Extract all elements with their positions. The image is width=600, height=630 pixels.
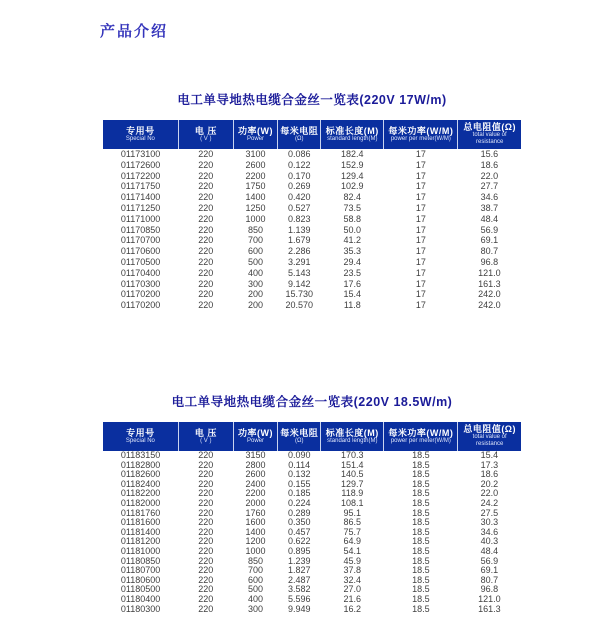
table-cell: 1750	[245, 181, 266, 192]
table-cell: 32.4	[343, 575, 362, 585]
table-cell: 64.9	[343, 537, 362, 547]
table-cell: 17.3	[480, 460, 499, 470]
table-cell: 30.3	[480, 518, 499, 528]
table-cell: 3150	[245, 451, 266, 460]
table-cell: 69.1	[480, 566, 499, 576]
table-cell: 2200	[245, 489, 266, 499]
table-cell: 220	[198, 213, 214, 224]
table-cell: 0.224	[287, 498, 311, 508]
table-cell: 0.527	[287, 202, 311, 213]
table-cell: 2200	[245, 170, 266, 181]
table-cell: 0.289	[287, 508, 311, 518]
table-cell: 1200	[245, 537, 266, 547]
table-cell: 700	[248, 566, 264, 576]
table-cell: 18.5	[412, 451, 430, 460]
table-cell: 11.8	[343, 300, 361, 311]
table-header-row	[103, 120, 521, 149]
column-header: 每米电阻 (Ω)	[278, 422, 321, 451]
table-cell: 220	[198, 149, 214, 159]
table-row	[103, 547, 521, 557]
table-row	[103, 289, 521, 300]
table-cell: 1400	[245, 192, 266, 203]
table-cell: 27.0	[343, 585, 362, 595]
table-cell: 220	[198, 192, 214, 203]
table-cell: 220	[198, 508, 214, 518]
table-cell: 1.139	[287, 224, 311, 235]
table-cell: 220	[198, 575, 214, 585]
table-cell: 0.457	[287, 527, 311, 537]
table-cell: 69.1	[480, 235, 499, 246]
table-cell: 34.6	[480, 192, 499, 203]
table-cell: 18.5	[412, 489, 430, 499]
table-cell: 40.3	[480, 537, 499, 547]
table-header-row	[103, 422, 521, 451]
table-cell: 2400	[245, 479, 266, 489]
table-cell: 182.4	[341, 149, 364, 159]
table-cell: 300	[248, 604, 264, 614]
table-cell: 16.2	[343, 604, 362, 614]
table-cell: 15.6	[480, 149, 499, 159]
column-header: 每米电阻 (Ω)	[278, 120, 321, 149]
table-cell: 18.5	[412, 575, 430, 585]
table-cell: 01181600	[120, 518, 161, 528]
table-cell: 21.6	[343, 594, 362, 604]
table-cell: 220	[198, 566, 214, 576]
table-cell: 17	[415, 246, 426, 257]
table-title-17w: 电工单导地热电缆合金丝一览表(220V 17W/m)	[177, 93, 447, 107]
table-cell: 56.9	[480, 556, 499, 566]
table-cell: 220	[198, 604, 214, 614]
table-row	[103, 214, 521, 225]
table-cell: 161.3	[478, 604, 501, 614]
spec-table-17w	[103, 120, 521, 311]
table-cell: 01173100	[120, 149, 161, 159]
table-cell: 96.8	[480, 585, 499, 595]
table-cell: 17	[415, 256, 426, 267]
table-cell: 18.5	[412, 585, 430, 595]
spec-table-18-5w	[103, 422, 521, 614]
table-row	[103, 203, 521, 214]
table-cell: 0.185	[287, 489, 311, 499]
table-cell: 56.9	[480, 224, 499, 235]
table-cell: 17	[415, 202, 426, 213]
table-row	[103, 160, 521, 171]
table-cell: 73.5	[343, 202, 362, 213]
table-cell: 01181200	[120, 537, 161, 547]
table-cell: 220	[198, 159, 214, 170]
table-cell: 0.086	[287, 149, 311, 159]
table-cell: 0.132	[287, 470, 311, 480]
table-cell: 01182800	[120, 460, 161, 470]
table-cell: 96.8	[480, 256, 499, 267]
table-cell: 01183150	[120, 451, 161, 460]
table-cell: 18.5	[412, 604, 430, 614]
table-row	[103, 480, 521, 490]
table-cell: 01170850	[120, 224, 161, 235]
table-cell: 17	[415, 289, 426, 300]
table-cell: 75.7	[343, 527, 362, 537]
table-cell: 18.5	[412, 518, 430, 528]
spec-table-section-17w	[103, 90, 521, 311]
table-cell: 220	[198, 246, 214, 257]
table-cell: 17	[415, 278, 426, 289]
table-row	[103, 585, 521, 595]
table-cell: 18.5	[412, 537, 430, 547]
table-cell: 54.1	[343, 546, 362, 556]
table-title-18-5w: 电工单导地热电缆合金丝一览表(220V 18.5W/m)	[171, 395, 453, 409]
table-cell: 17.6	[343, 278, 362, 289]
table-cell: 35.3	[343, 246, 362, 257]
table-cell: 850	[248, 556, 264, 566]
table-row	[103, 257, 521, 268]
table-row	[103, 499, 521, 509]
table-cell: 118.9	[341, 489, 364, 499]
table-row	[103, 489, 521, 499]
table-cell: 01170500	[120, 256, 161, 267]
table-cell: 01172200	[120, 170, 161, 181]
column-header: 标准长度(M) standard length(M)	[321, 422, 384, 451]
table-body	[103, 149, 521, 311]
table-cell: 18.6	[480, 470, 499, 480]
spec-table-section-18-5w	[103, 392, 521, 614]
table-cell: 38.7	[480, 202, 499, 213]
table-cell: 86.5	[343, 518, 362, 528]
table-cell: 0.170	[287, 170, 311, 181]
table-cell: 220	[198, 235, 214, 246]
table-cell: 17	[415, 149, 426, 159]
table-cell: 170.3	[341, 451, 364, 460]
table-cell: 29.4	[343, 256, 362, 267]
table-row	[103, 300, 521, 311]
table-cell: 18.5	[412, 556, 430, 566]
table-row	[103, 461, 521, 471]
table-cell: 18.5	[412, 470, 430, 480]
table-cell: 0.420	[287, 192, 311, 203]
table-cell: 01181000	[120, 546, 161, 556]
table-cell: 2800	[245, 460, 266, 470]
table-row	[103, 537, 521, 547]
table-cell: 220	[198, 170, 214, 181]
table-cell: 37.8	[343, 566, 362, 576]
column-header: 功率(W) Power	[233, 120, 277, 149]
table-cell: 24.2	[480, 498, 499, 508]
table-cell: 80.7	[480, 246, 499, 257]
table-cell: 220	[198, 256, 214, 267]
table-cell: 01171000	[120, 213, 161, 224]
column-header: 电 压 ( V )	[178, 120, 233, 149]
table-row	[103, 557, 521, 567]
table-cell: 20.570	[285, 300, 313, 311]
table-cell: 161.3	[478, 278, 501, 289]
table-cell: 400	[248, 594, 264, 604]
table-cell: 1.679	[287, 235, 311, 246]
table-cell: 200	[248, 300, 264, 311]
table-cell: 18.5	[412, 546, 430, 556]
table-cell: 22.0	[480, 170, 499, 181]
table-cell: 121.0	[478, 594, 501, 604]
table-cell: 220	[198, 267, 214, 278]
table-cell: 18.6	[480, 159, 499, 170]
column-header: 总电阻值(Ω) total value of resistance	[458, 120, 521, 149]
table-row	[103, 279, 521, 290]
table-cell: 17	[415, 224, 426, 235]
table-cell: 01170300	[120, 278, 161, 289]
table-cell: 151.4	[341, 460, 364, 470]
table-cell: 0.895	[287, 546, 311, 556]
table-cell: 20.2	[480, 479, 499, 489]
table-cell: 01181400	[120, 527, 161, 537]
table-row	[103, 451, 521, 461]
page-title: 产品介绍	[100, 23, 169, 40]
table-row	[103, 470, 521, 480]
table-row	[103, 605, 521, 615]
table-row	[103, 576, 521, 586]
table-cell: 01181760	[120, 508, 161, 518]
table-cell: 220	[198, 537, 214, 547]
table-cell: 5.596	[287, 594, 311, 604]
table-cell: 18.5	[412, 498, 430, 508]
table-row	[103, 509, 521, 519]
table-cell: 0.090	[287, 451, 311, 460]
table-cell: 220	[198, 585, 214, 595]
table-cell: 850	[248, 224, 264, 235]
table-row	[103, 566, 521, 576]
table-cell: 1.239	[287, 556, 311, 566]
table-cell: 152.9	[341, 159, 364, 170]
table-cell: 01182400	[120, 479, 161, 489]
table-cell: 95.1	[343, 508, 362, 518]
table-cell: 220	[198, 224, 214, 235]
table-cell: 140.5	[341, 470, 364, 480]
table-cell: 2.286	[287, 246, 311, 257]
table-cell: 220	[198, 470, 214, 480]
table-cell: 220	[198, 278, 214, 289]
table-cell: 220	[198, 181, 214, 192]
table-cell: 41.2	[343, 235, 362, 246]
column-header: 专用号 Special No	[103, 422, 178, 451]
table-cell: 600	[248, 575, 264, 585]
table-row	[103, 518, 521, 528]
table-cell: 17	[415, 267, 426, 278]
table-cell: 48.4	[480, 213, 499, 224]
table-cell: 01182000	[120, 498, 161, 508]
table-cell: 01172600	[120, 159, 161, 170]
table-cell: 23.5	[343, 267, 362, 278]
table-cell: 15.730	[285, 289, 313, 300]
table-cell: 600	[248, 246, 264, 257]
table-cell: 108.1	[341, 498, 364, 508]
table-cell: 15.4	[343, 289, 362, 300]
table-cell: 102.9	[341, 181, 364, 192]
table-cell: 1760	[245, 508, 266, 518]
table-cell: 18.5	[412, 594, 430, 604]
table-cell: 220	[198, 498, 214, 508]
table-cell: 01171750	[120, 181, 161, 192]
table-cell: 220	[198, 479, 214, 489]
table-cell: 5.143	[287, 267, 311, 278]
table-header	[103, 120, 521, 149]
table-cell: 17	[415, 300, 426, 311]
table-row	[103, 595, 521, 605]
table-cell: 1400	[245, 527, 266, 537]
table-cell: 01170400	[120, 267, 161, 278]
table-cell: 700	[248, 235, 264, 246]
table-cell: 220	[198, 594, 214, 604]
table-cell: 0.155	[287, 479, 311, 489]
table-cell: 0.350	[287, 518, 311, 528]
table-cell: 200	[248, 289, 264, 300]
table-body	[103, 451, 521, 614]
table-cell: 1000	[245, 546, 266, 556]
table-cell: 3.582	[287, 585, 311, 595]
table-cell: 17	[415, 235, 426, 246]
table-cell: 01170700	[120, 235, 161, 246]
table-cell: 01182600	[120, 470, 161, 480]
table-cell: 34.6	[480, 527, 499, 537]
table-cell: 220	[198, 451, 214, 460]
table-cell: 18.5	[412, 566, 430, 576]
table-cell: 2600	[245, 470, 266, 480]
table-cell: 220	[198, 202, 214, 213]
table-cell: 18.5	[412, 527, 430, 537]
table-cell: 220	[198, 556, 214, 566]
table-cell: 220	[198, 460, 214, 470]
table-cell: 82.4	[343, 192, 362, 203]
table-row	[103, 268, 521, 279]
table-cell: 220	[198, 289, 214, 300]
table-row	[103, 192, 521, 203]
table-cell: 2.487	[287, 575, 311, 585]
table-cell: 01180850	[120, 556, 161, 566]
column-header: 每米功率(W/M) power per meter(W/M)	[384, 422, 458, 451]
table-cell: 01170200	[120, 289, 161, 300]
table-cell: 01180300	[120, 604, 161, 614]
table-row	[103, 149, 521, 160]
table-cell: 22.0	[480, 489, 499, 499]
table-row	[103, 528, 521, 538]
table-cell: 220	[198, 300, 214, 311]
table-cell: 17	[415, 192, 426, 203]
table-cell: 129.4	[341, 170, 364, 181]
column-header: 专用号 Special No	[103, 120, 178, 149]
table-cell: 01180600	[120, 575, 161, 585]
table-cell: 400	[248, 267, 264, 278]
table-cell: 1250	[245, 202, 266, 213]
table-cell: 48.4	[480, 546, 499, 556]
column-header: 标准长度(M) standard length(M)	[321, 120, 384, 149]
table-cell: 15.4	[480, 451, 499, 460]
column-header: 功率(W) Power	[233, 422, 277, 451]
table-cell: 2000	[245, 498, 266, 508]
table-cell: 01170600	[120, 246, 161, 257]
table-row	[103, 171, 521, 182]
table-cell: 500	[248, 256, 264, 267]
table-cell: 242.0	[478, 300, 501, 311]
table-cell: 80.7	[480, 575, 499, 585]
table-cell: 01171400	[120, 192, 161, 203]
table-cell: 0.269	[287, 181, 311, 192]
table-cell: 50.0	[343, 224, 362, 235]
table-row	[103, 181, 521, 192]
table-cell: 0.622	[287, 537, 311, 547]
table-cell: 220	[198, 518, 214, 528]
table-cell: 27.5	[480, 508, 499, 518]
table-cell: 220	[198, 489, 214, 499]
table-cell: 0.823	[287, 213, 311, 224]
table-cell: 121.0	[478, 267, 501, 278]
table-row	[103, 225, 521, 236]
table-cell: 01180700	[120, 566, 161, 576]
table-cell: 45.9	[343, 556, 362, 566]
table-cell: 1.827	[287, 566, 311, 576]
table-cell: 17	[415, 159, 426, 170]
table-cell: 500	[248, 585, 264, 595]
table-row	[103, 246, 521, 257]
column-header: 总电阻值(Ω) total value of resistance	[458, 422, 521, 451]
table-cell: 17	[415, 170, 426, 181]
table-cell: 3100	[245, 149, 266, 159]
table-cell: 18.5	[412, 479, 430, 489]
table-header	[103, 422, 521, 451]
table-cell: 1600	[245, 518, 266, 528]
table-cell: 01171250	[120, 202, 161, 213]
table-cell: 27.7	[480, 181, 499, 192]
table-cell: 18.5	[412, 460, 430, 470]
table-cell: 01182200	[120, 489, 161, 499]
table-row	[103, 235, 521, 246]
table-cell: 0.114	[288, 460, 311, 470]
table-cell: 1000	[245, 213, 266, 224]
column-header: 电 压 ( V )	[178, 422, 233, 451]
table-cell: 9.949	[287, 604, 311, 614]
table-cell: 01170200	[120, 300, 161, 311]
table-cell: 18.5	[412, 508, 430, 518]
table-cell: 220	[198, 527, 214, 537]
table-cell: 9.142	[287, 278, 311, 289]
table-cell: 58.8	[343, 213, 362, 224]
table-cell: 129.7	[341, 479, 364, 489]
table-cell: 01180400	[120, 594, 161, 604]
column-header: 每米功率(W/M) power per meter(W/M)	[384, 120, 458, 149]
table-cell: 300	[248, 278, 264, 289]
table-cell: 242.0	[478, 289, 501, 300]
table-cell: 17	[415, 181, 426, 192]
table-cell: 17	[415, 213, 426, 224]
table-cell: 01180500	[120, 585, 161, 595]
table-cell: 3.291	[287, 256, 311, 267]
table-cell: 2600	[245, 159, 266, 170]
table-cell: 0.122	[287, 159, 311, 170]
table-cell: 220	[198, 546, 214, 556]
